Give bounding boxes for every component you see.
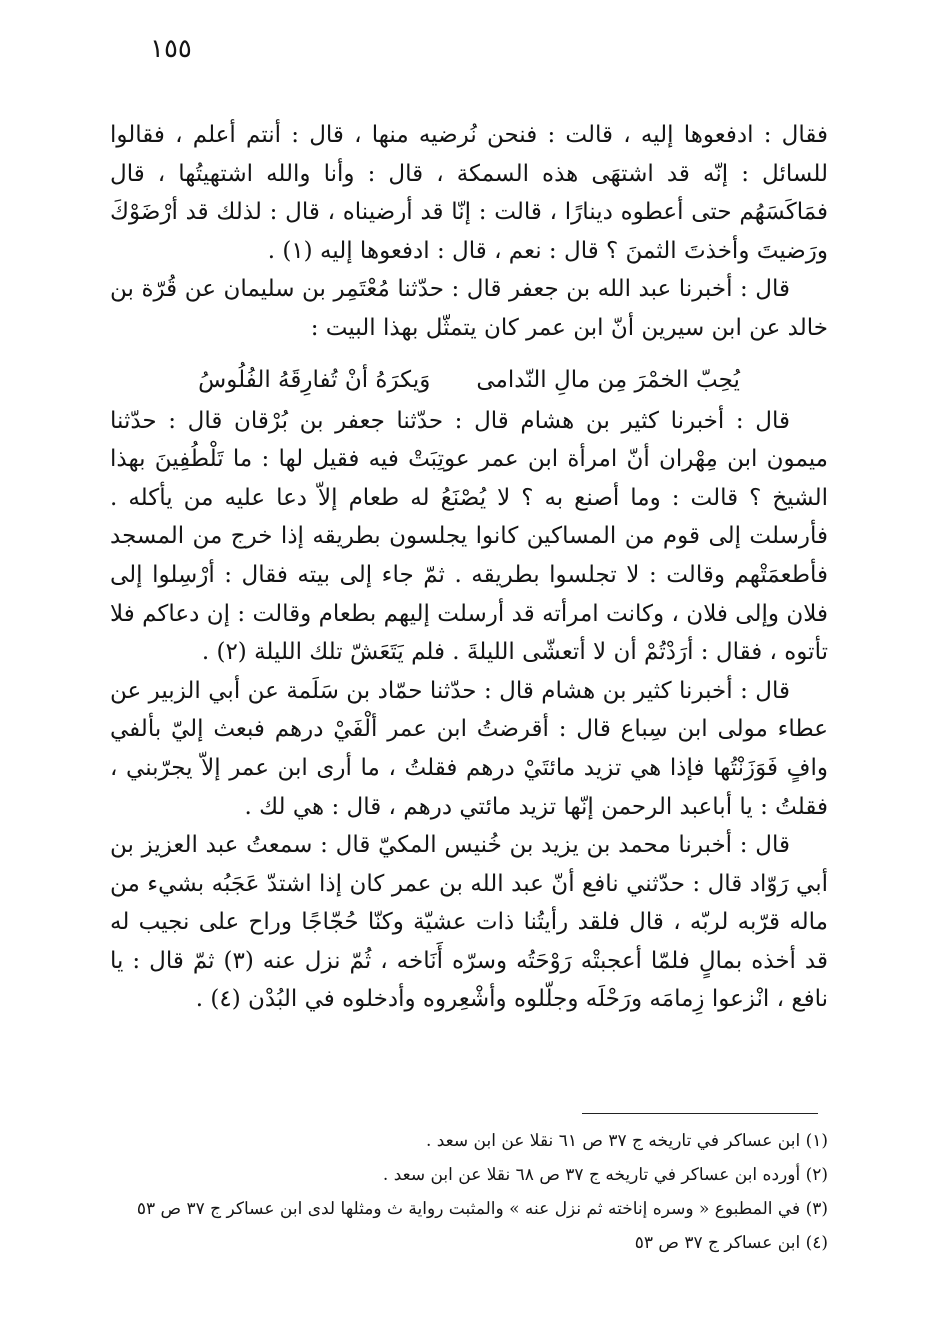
- paragraph-1: فقال : ادفعوها إليه ، قالت : فنحن نُرضيه منها ، قال : أنتم أعلم ، فقالوا للسائل : إنّه قد اشتهَى هذه السمكة ، قال : وأنا والله اشتهيتُها ، قال فمَاكَسَهُم حتى أعطوه دينارًا ، قالت : إنّا قد أرضيناه ، قال : لذلك قد أرْضَوْكَ ورَضيتَ وأخذتَ الثمنَ ؟ قال : نعم ، قال : ادفعوها إليه (١) .: [110, 122, 828, 264]
- footnote-2: (٢) أورده ابن عساكر في تاريخه ج ٣٧ ص ٦٨ نقلا عن ابن سعد .: [382, 1165, 828, 1185]
- poetry-verse: [110, 360, 828, 400]
- main-text: [110, 116, 828, 1019]
- footnote-3: (٣) في المطبوع « وسره إناخته ثم نزل عنه » والمثبت رواية ث ومثلها لدى ابن عساكر ج ٣٧ ص ٥٣: [136, 1199, 828, 1219]
- paragraph-2: قال : أخبرنا عبد الله بن جعفر قال : حدّثنا مُعْتَمِر بن سليمان عن قُرّة بن خالد عن ابن سيرين أنّ ابن عمر كان يتمثّل بهذا البيت :: [110, 276, 828, 341]
- paragraph-5: قال : أخبرنا محمد بن يزيد بن خُنيس المكيّ قال : سمعتُ عبد العزيز بن أبي رَوّاد قال : حدّثني نافع أنّ عبد الله بن عمر كان إذا اشتدّ عَجَبُه بشيء من ماله قرّبه لربّه ، قال فلقد رأيتُنا ذات عشيّة وكنّا حُجّاجًا وراح على نجيب له قد أخذه بمالٍ فلمّا أعجبتْه رَوْحَتُه وسرّه أَنَاخه ، ثُمّ نزل عنه (٣) ثمّ قال : يا نافع ، انْزعوا زِمامَه ورَحْلَه وجلّلوه وأشْعِروه وأدخلوه في البُدْن (٤) .: [110, 832, 828, 1013]
- paragraph-3: قال : أخبرنا كثير بن هشام قال : حدّثنا جعفر بن بُرْقان قال : حدّثنا ميمون ابن مِهْران أنّ امرأة ابن عمر عوتِبَتْ فيه فقيل لها : ما تَلْطُفِينَ بهذا الشيخ ؟ قالت : وما أصنع به ؟ لا يُصْنَعُ له طعام إلاّ دعا عليه من يأكله . فأرسلت إلى قوم من المساكين كانوا يجلسون بطريقه إذا خرج من المسجد فأطعمَتْهم وقالت : لا تجلسوا بطريقه . ثمّ جاء إلى بيته فقال : أرْسِلوا إلى فلان وإلى فلان ، وكانت امرأته قد أرسلت إليهم بطعام وقالت : إن دعاكم فلا تأتوه ، فقال : أرَدْتُمْ أن لا أتعشّى الليلةَ . فلم يَتَعَشّ تلك الليلة (٢) .: [110, 407, 828, 666]
- paragraph-4: قال : أخبرنا كثير بن هشام قال : حدّثنا حمّاد بن سَلَمة عن أبي الزبير عن عطاء مولى ابن سِباع قال : أقرضتُ ابن عمر ألْفَيْ درهم فبعث إليّ بألفي وافٍ فَوَزَنْتُها فإذا هي تزيد مائتَيْ درهم فقلتُ ، ما أرى ابن عمر إلاّ يجرّبني ، فقلتُ : يا أباعبد الرحمن إنّها تزيد مائتي درهم ، قال : هي لك .: [110, 677, 828, 820]
- verse-second-half: وَيكرَهُ أنْ تُفارِقَهُ الفُلُوسُ: [198, 366, 431, 393]
- footnote-1: (١) ابن عساكر في تاريخه ج ٣٧ ص ٦١ نقلا عن ابن سعد .: [425, 1131, 828, 1151]
- footnote-4: (٤) ابن عساكر ج ٣٧ ص ٥٣: [634, 1233, 828, 1253]
- footnotes: [110, 1124, 828, 1260]
- footnote-divider: [582, 1113, 818, 1114]
- verse-first-half: يُحِبّ الخمْرَ مِن مالِ النّدامى: [476, 366, 740, 393]
- page-number: ١٥٥: [150, 34, 192, 64]
